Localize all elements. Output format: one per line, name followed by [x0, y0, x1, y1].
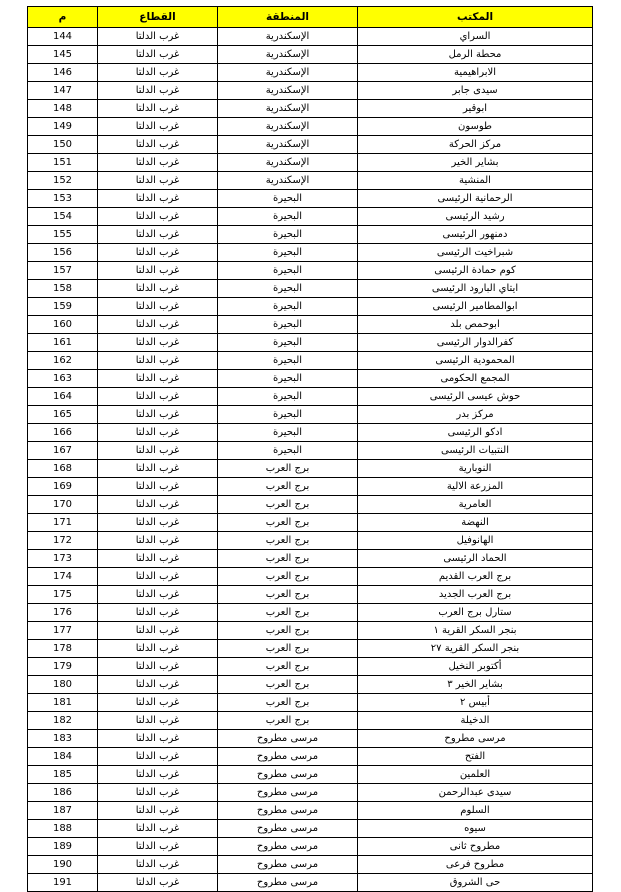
cell-office: السراي — [358, 28, 593, 46]
cell-region: البحيرة — [218, 226, 358, 244]
cell-region: برج العرب — [218, 460, 358, 478]
table-row — [28, 424, 593, 442]
cell-office: ابوالمطامير الرئيسى — [358, 298, 593, 316]
cell-sector: غرب الدلتا — [98, 784, 218, 802]
cell-office: دمنهور الرئيسى — [358, 226, 593, 244]
table-row — [28, 640, 593, 658]
cell-region: برج العرب — [218, 622, 358, 640]
cell-office: رشيد الرئيسى — [358, 208, 593, 226]
table-row — [28, 496, 593, 514]
table-row — [28, 244, 593, 262]
cell-num: 167 — [28, 442, 98, 460]
cell-sector: غرب الدلتا — [98, 622, 218, 640]
cell-office: برج العرب القديم — [358, 568, 593, 586]
table-row — [28, 208, 593, 226]
cell-sector: غرب الدلتا — [98, 244, 218, 262]
cell-office: بشاير الخير — [358, 154, 593, 172]
cell-office: ايتاي البارود الرئيسى — [358, 280, 593, 298]
table-row — [28, 46, 593, 64]
cell-sector: غرب الدلتا — [98, 190, 218, 208]
cell-num: 165 — [28, 406, 98, 424]
cell-sector: غرب الدلتا — [98, 46, 218, 64]
cell-num: 171 — [28, 514, 98, 532]
cell-office: سيوه — [358, 820, 593, 838]
table-row — [28, 820, 593, 838]
table-row — [28, 100, 593, 118]
cell-num: 160 — [28, 316, 98, 334]
cell-office: طوسون — [358, 118, 593, 136]
cell-sector: غرب الدلتا — [98, 658, 218, 676]
table-row — [28, 226, 593, 244]
cell-office: كفرالدوار الرئيسى — [358, 334, 593, 352]
cell-num: 175 — [28, 586, 98, 604]
cell-office: سيدى عبدالرحمن — [358, 784, 593, 802]
cell-region: برج العرب — [218, 550, 358, 568]
table-row — [28, 676, 593, 694]
cell-region: مرسى مطروح — [218, 856, 358, 874]
cell-region: البحيرة — [218, 388, 358, 406]
cell-office: ادكو الرئيسى — [358, 424, 593, 442]
cell-sector: غرب الدلتا — [98, 730, 218, 748]
cell-num: 176 — [28, 604, 98, 622]
cell-num: 152 — [28, 172, 98, 190]
table-row — [28, 82, 593, 100]
cell-num: 183 — [28, 730, 98, 748]
cell-sector: غرب الدلتا — [98, 568, 218, 586]
cell-sector: غرب الدلتا — [98, 694, 218, 712]
cell-region: برج العرب — [218, 676, 358, 694]
cell-sector: غرب الدلتا — [98, 316, 218, 334]
cell-sector: غرب الدلتا — [98, 172, 218, 190]
cell-office: الهانوفيل — [358, 532, 593, 550]
cell-num: 158 — [28, 280, 98, 298]
cell-region: البحيرة — [218, 244, 358, 262]
cell-office: بنجر السكر القرية ١ — [358, 622, 593, 640]
cell-office: بنجر السكر القرية ٢٧ — [358, 640, 593, 658]
cell-office: برج العرب الجديد — [358, 586, 593, 604]
cell-region: البحيرة — [218, 406, 358, 424]
cell-office: الابراهيمية — [358, 64, 593, 82]
cell-num: 182 — [28, 712, 98, 730]
cell-num: 148 — [28, 100, 98, 118]
cell-sector: غرب الدلتا — [98, 388, 218, 406]
cell-region: الإسكندرية — [218, 172, 358, 190]
table-row — [28, 658, 593, 676]
cell-region: الإسكندرية — [218, 82, 358, 100]
cell-office: ستارل برج العرب — [358, 604, 593, 622]
table-row — [28, 190, 593, 208]
table-row — [28, 802, 593, 820]
cell-region: البحيرة — [218, 424, 358, 442]
cell-num: 190 — [28, 856, 98, 874]
table-row — [28, 172, 593, 190]
table-row — [28, 64, 593, 82]
cell-office: العلمين — [358, 766, 593, 784]
table-row — [28, 856, 593, 874]
cell-num: 189 — [28, 838, 98, 856]
column-header-region: المنطقة — [218, 7, 358, 28]
cell-region: الإسكندرية — [218, 46, 358, 64]
cell-office: مرسى مطروح — [358, 730, 593, 748]
cell-sector: غرب الدلتا — [98, 100, 218, 118]
cell-sector: غرب الدلتا — [98, 82, 218, 100]
column-header-sector: القطاع — [98, 7, 218, 28]
cell-sector: غرب الدلتا — [98, 64, 218, 82]
cell-region: برج العرب — [218, 640, 358, 658]
offices-table — [27, 6, 593, 892]
cell-office: سيدى جابر — [358, 82, 593, 100]
cell-num: 149 — [28, 118, 98, 136]
cell-sector: غرب الدلتا — [98, 298, 218, 316]
cell-region: البحيرة — [218, 442, 358, 460]
cell-sector: غرب الدلتا — [98, 532, 218, 550]
cell-num: 163 — [28, 370, 98, 388]
table-row — [28, 280, 593, 298]
table-row — [28, 388, 593, 406]
cell-office: النهضة — [358, 514, 593, 532]
cell-region: برج العرب — [218, 496, 358, 514]
cell-office: السلوم — [358, 802, 593, 820]
cell-num: 151 — [28, 154, 98, 172]
cell-office: مطروح فرعى — [358, 856, 593, 874]
cell-sector: غرب الدلتا — [98, 838, 218, 856]
cell-region: برج العرب — [218, 514, 358, 532]
table-row — [28, 316, 593, 334]
cell-region: برج العرب — [218, 532, 358, 550]
cell-sector: غرب الدلتا — [98, 712, 218, 730]
cell-office: مركز بدر — [358, 406, 593, 424]
table-row — [28, 478, 593, 496]
table-body — [28, 28, 593, 892]
cell-office: مطروح ثانى — [358, 838, 593, 856]
table-row — [28, 118, 593, 136]
cell-num: 180 — [28, 676, 98, 694]
cell-sector: غرب الدلتا — [98, 208, 218, 226]
cell-office: الرحمانية الرئيسى — [358, 190, 593, 208]
cell-office: الحماد الرئيسى — [358, 550, 593, 568]
column-header-num: م — [28, 7, 98, 28]
cell-num: 145 — [28, 46, 98, 64]
cell-num: 154 — [28, 208, 98, 226]
table-row — [28, 370, 593, 388]
cell-region: مرسى مطروح — [218, 730, 358, 748]
cell-region: برج العرب — [218, 478, 358, 496]
cell-num: 186 — [28, 784, 98, 802]
cell-num: 146 — [28, 64, 98, 82]
cell-num: 164 — [28, 388, 98, 406]
cell-office: المزرعة الالية — [358, 478, 593, 496]
cell-office: المنشية — [358, 172, 593, 190]
cell-office: أبيس ٢ — [358, 694, 593, 712]
cell-office: مركز الحركة — [358, 136, 593, 154]
cell-office: الفتح — [358, 748, 593, 766]
cell-num: 170 — [28, 496, 98, 514]
cell-sector: غرب الدلتا — [98, 370, 218, 388]
table-row — [28, 586, 593, 604]
cell-sector: غرب الدلتا — [98, 280, 218, 298]
cell-num: 179 — [28, 658, 98, 676]
table-row — [28, 748, 593, 766]
cell-num: 191 — [28, 874, 98, 892]
table-row — [28, 694, 593, 712]
table-row — [28, 550, 593, 568]
table-row — [28, 442, 593, 460]
cell-num: 153 — [28, 190, 98, 208]
cell-sector: غرب الدلتا — [98, 406, 218, 424]
cell-sector: غرب الدلتا — [98, 748, 218, 766]
cell-region: البحيرة — [218, 298, 358, 316]
cell-num: 150 — [28, 136, 98, 154]
cell-sector: غرب الدلتا — [98, 460, 218, 478]
cell-sector: غرب الدلتا — [98, 28, 218, 46]
table-row — [28, 874, 593, 892]
cell-num: 178 — [28, 640, 98, 658]
table-row — [28, 514, 593, 532]
table-row — [28, 460, 593, 478]
table-row — [28, 568, 593, 586]
table-row — [28, 28, 593, 46]
cell-office: النتبيات الرئيسى — [358, 442, 593, 460]
cell-num: 147 — [28, 82, 98, 100]
cell-num: 162 — [28, 352, 98, 370]
table-row — [28, 262, 593, 280]
cell-office: ابوقير — [358, 100, 593, 118]
cell-num: 169 — [28, 478, 98, 496]
cell-num: 157 — [28, 262, 98, 280]
cell-region: الإسكندرية — [218, 100, 358, 118]
cell-office: النوبارية — [358, 460, 593, 478]
cell-region: برج العرب — [218, 604, 358, 622]
cell-office: أكتوبر النخيل — [358, 658, 593, 676]
cell-region: برج العرب — [218, 694, 358, 712]
cell-region: الإسكندرية — [218, 118, 358, 136]
cell-sector: غرب الدلتا — [98, 514, 218, 532]
cell-office: شبراخيت الرئيسى — [358, 244, 593, 262]
cell-sector: غرب الدلتا — [98, 550, 218, 568]
cell-num: 166 — [28, 424, 98, 442]
cell-region: مرسى مطروح — [218, 820, 358, 838]
cell-region: الإسكندرية — [218, 154, 358, 172]
cell-num: 155 — [28, 226, 98, 244]
cell-sector: غرب الدلتا — [98, 334, 218, 352]
column-header-office: المكتب — [358, 7, 593, 28]
table-row — [28, 298, 593, 316]
cell-region: مرسى مطروح — [218, 784, 358, 802]
cell-sector: غرب الدلتا — [98, 820, 218, 838]
table-row — [28, 352, 593, 370]
cell-sector: غرب الدلتا — [98, 766, 218, 784]
cell-sector: غرب الدلتا — [98, 874, 218, 892]
cell-office: بشاير الخير ٣ — [358, 676, 593, 694]
cell-num: 187 — [28, 802, 98, 820]
table-row — [28, 334, 593, 352]
cell-sector: غرب الدلتا — [98, 640, 218, 658]
table-row — [28, 622, 593, 640]
cell-sector: غرب الدلتا — [98, 496, 218, 514]
cell-region: البحيرة — [218, 370, 358, 388]
cell-region: الإسكندرية — [218, 28, 358, 46]
cell-region: البحيرة — [218, 280, 358, 298]
cell-office: ابوحمص بلد — [358, 316, 593, 334]
cell-region: مرسى مطروح — [218, 748, 358, 766]
cell-num: 172 — [28, 532, 98, 550]
cell-sector: غرب الدلتا — [98, 262, 218, 280]
cell-region: الإسكندرية — [218, 136, 358, 154]
cell-num: 181 — [28, 694, 98, 712]
cell-region: البحيرة — [218, 190, 358, 208]
table-row — [28, 532, 593, 550]
cell-sector: غرب الدلتا — [98, 604, 218, 622]
cell-num: 156 — [28, 244, 98, 262]
cell-office: حوش عيسى الرئيسى — [358, 388, 593, 406]
cell-region: مرسى مطروح — [218, 766, 358, 784]
cell-office: الدخيلة — [358, 712, 593, 730]
table-header — [28, 7, 593, 28]
cell-region: برج العرب — [218, 712, 358, 730]
table-row — [28, 766, 593, 784]
cell-region: الإسكندرية — [218, 64, 358, 82]
cell-num: 185 — [28, 766, 98, 784]
table-row — [28, 730, 593, 748]
cell-sector: غرب الدلتا — [98, 136, 218, 154]
cell-office: كوم حمادة الرئيسى — [358, 262, 593, 280]
cell-num: 161 — [28, 334, 98, 352]
table-row — [28, 712, 593, 730]
cell-num: 168 — [28, 460, 98, 478]
cell-office: المحمودية الرئيسى — [358, 352, 593, 370]
cell-num: 184 — [28, 748, 98, 766]
cell-num: 144 — [28, 28, 98, 46]
table-row — [28, 838, 593, 856]
cell-region: البحيرة — [218, 262, 358, 280]
cell-sector: غرب الدلتا — [98, 442, 218, 460]
header-row — [28, 7, 593, 28]
cell-region: برج العرب — [218, 586, 358, 604]
table-row — [28, 604, 593, 622]
cell-sector: غرب الدلتا — [98, 802, 218, 820]
cell-region: البحيرة — [218, 334, 358, 352]
cell-region: مرسى مطروح — [218, 874, 358, 892]
table-row — [28, 406, 593, 424]
cell-region: البحيرة — [218, 208, 358, 226]
cell-region: برج العرب — [218, 568, 358, 586]
cell-num: 177 — [28, 622, 98, 640]
cell-region: برج العرب — [218, 658, 358, 676]
table-row — [28, 154, 593, 172]
cell-sector: غرب الدلتا — [98, 352, 218, 370]
cell-num: 174 — [28, 568, 98, 586]
cell-num: 159 — [28, 298, 98, 316]
cell-num: 173 — [28, 550, 98, 568]
cell-sector: غرب الدلتا — [98, 424, 218, 442]
cell-office: حى الشروق — [358, 874, 593, 892]
cell-num: 188 — [28, 820, 98, 838]
cell-sector: غرب الدلتا — [98, 226, 218, 244]
cell-sector: غرب الدلتا — [98, 856, 218, 874]
cell-region: البحيرة — [218, 352, 358, 370]
cell-sector: غرب الدلتا — [98, 676, 218, 694]
cell-office: المجمع الحكومى — [358, 370, 593, 388]
cell-sector: غرب الدلتا — [98, 118, 218, 136]
cell-office: العامرية — [358, 496, 593, 514]
cell-region: مرسى مطروح — [218, 838, 358, 856]
cell-region: مرسى مطروح — [218, 802, 358, 820]
cell-office: محطة الرمل — [358, 46, 593, 64]
cell-sector: غرب الدلتا — [98, 478, 218, 496]
table-row — [28, 136, 593, 154]
cell-region: البحيرة — [218, 316, 358, 334]
table-row — [28, 784, 593, 802]
cell-sector: غرب الدلتا — [98, 586, 218, 604]
cell-sector: غرب الدلتا — [98, 154, 218, 172]
